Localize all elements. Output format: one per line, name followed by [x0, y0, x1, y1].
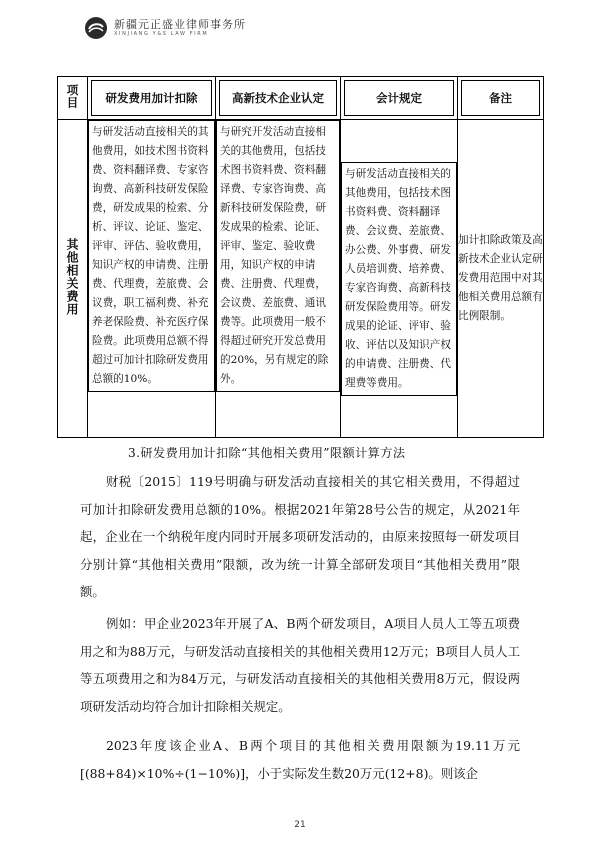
table-cell: 与研发活动直接相关的其他费用，如技术图书资料费、资料翻译费、专家咨询费、高新科技研发保险费，研发成果的检索、分析、评议、论证、鉴定、评审、评估、验收费用，知识产权的申请费、注册费、代理费，差旅费、会议费，职工福利费、补充养老保险费、补充医疗保险费。此项费用总额不得超过可加计扣除研发费用总额的10%。 [88, 120, 216, 438]
paragraph: 2023年度该企业A、B两个项目的其他相关费用限额为19.11万元[(88+84)×10%÷(1−10%)]，小于实际发生数20万元(12+8)。则该企 [80, 738, 520, 781]
table-header-row [58, 77, 544, 120]
row-label: 其他相关费用 [58, 120, 88, 438]
table-header-cell: 高新技术企业认定 [216, 77, 341, 120]
section-title: 3.研发费用加计扣除“其他相关费用”限额计算方法 [128, 446, 406, 460]
paragraph: 例如：甲企业2023年开展了A、B两个研发项目，A项目人员人工等五项费用之和为88万元，与研发活动直接相关的其他相关费用12万元；B项目人员人工等五项费用之和为84万元，与研发活动直接相关的其他相关费用8万元，假设两项研发活动均符合加计扣除相关规定。 [80, 616, 520, 714]
table-row [58, 120, 544, 438]
table-header-cell: 会计规定 [341, 77, 458, 120]
page-header [84, 14, 246, 42]
table-cell: 与研发活动直接相关的其他费用，包括技术图书资料费、资料翻译费、会议费、差旅费、办公费、外事费、研发人员培训费、培养费、专家咨询费、高新科技研发保险费用等。研发成果的论证、评审、验收、评估以及知识产权的申请费、注册费、代理费等费用。 [341, 120, 458, 438]
table-header-cell: 研发费用加计扣除 [88, 77, 216, 120]
table-cell-note: 加计扣除政策及高新技术企业认定研发费用范围中对其他相关费用总额有比例限制。 [458, 120, 544, 438]
paragraph: 财税〔2015〕119号明确与研发活动直接相关的其它相关费用，不得超过可加计扣除研发费用总额的10%。根据2021年第28号公告的规定，从2021年起，企业在一个纳税年度内同时开展多项研发活动的，由原来按照每一研发项目分别计算“其他相关费用”限额，改为统一计算全部研发项目“其他相关费用”限额。 [80, 474, 520, 599]
firm-name [114, 19, 246, 37]
table-cell: 与研究开发活动直接相关的其他费用，包括技术图书资料费、资料翻译费、专家咨询费、高新科技研发保险费，研发成果的检索、论证、评审、鉴定、验收费用，知识产权的申请费、注册费、代理费，会议费、差旅费、通讯费等。此项费用一般不得超过研究开发总费用的20%，另有规定的除外。 [216, 120, 341, 438]
comparison-table [57, 76, 544, 438]
firm-name-cn: 新疆元正盛业律师事务所 [114, 18, 246, 31]
table-header-cell: 备注 [458, 77, 544, 120]
table-header-cell: 项目 [58, 77, 88, 120]
firm-logo-icon [84, 16, 108, 40]
firm-name-en: XINJIANG Y&S LAW FIRM [114, 31, 209, 37]
page-number: 21 [294, 820, 306, 830]
